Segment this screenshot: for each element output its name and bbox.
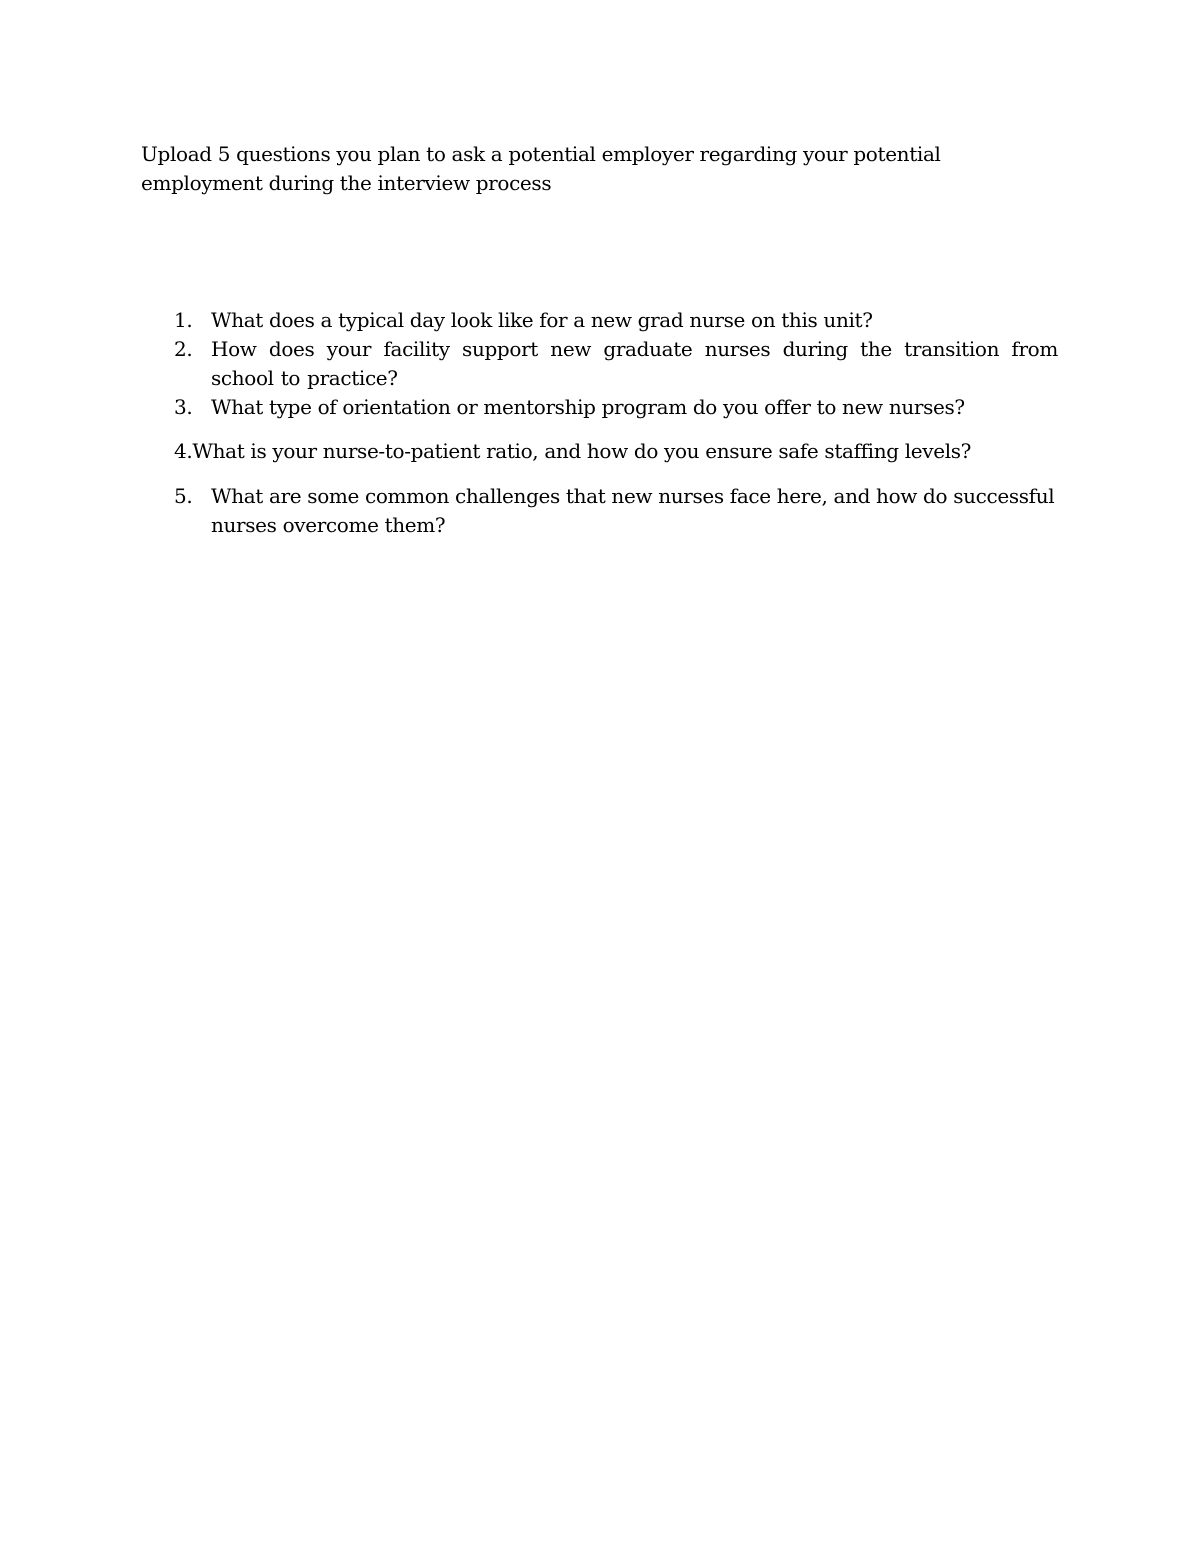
question-number: 2. xyxy=(174,337,193,361)
question-text: What are some common challenges that new nurses face here, and how do successful nurses overcome them? xyxy=(211,484,1055,537)
question-number: 3. xyxy=(174,395,193,419)
question-item-3 xyxy=(174,393,1064,422)
question-number: 1. xyxy=(174,308,193,332)
question-item-4 xyxy=(174,437,1064,466)
question-text: What does a typical day look like for a new grad nurse on this unit? xyxy=(211,308,873,332)
question-number: 4. xyxy=(174,439,193,463)
question-text: How does your facility support new graduate nurses during the transition from school to practice? xyxy=(211,337,1058,390)
question-number: 5. xyxy=(174,484,193,508)
question-item-1 xyxy=(174,306,1064,335)
question-text: What type of orientation or mentorship program do you offer to new nurses? xyxy=(211,395,965,419)
assignment-prompt: Upload 5 questions you plan to ask a potential employer regarding your potential employment during the interview process xyxy=(141,142,941,195)
question-item-2 xyxy=(174,335,1064,393)
question-text: What is your nurse-to-patient ratio, and how do you ensure safe staffing levels? xyxy=(192,439,972,463)
question-item-5 xyxy=(174,482,1064,540)
